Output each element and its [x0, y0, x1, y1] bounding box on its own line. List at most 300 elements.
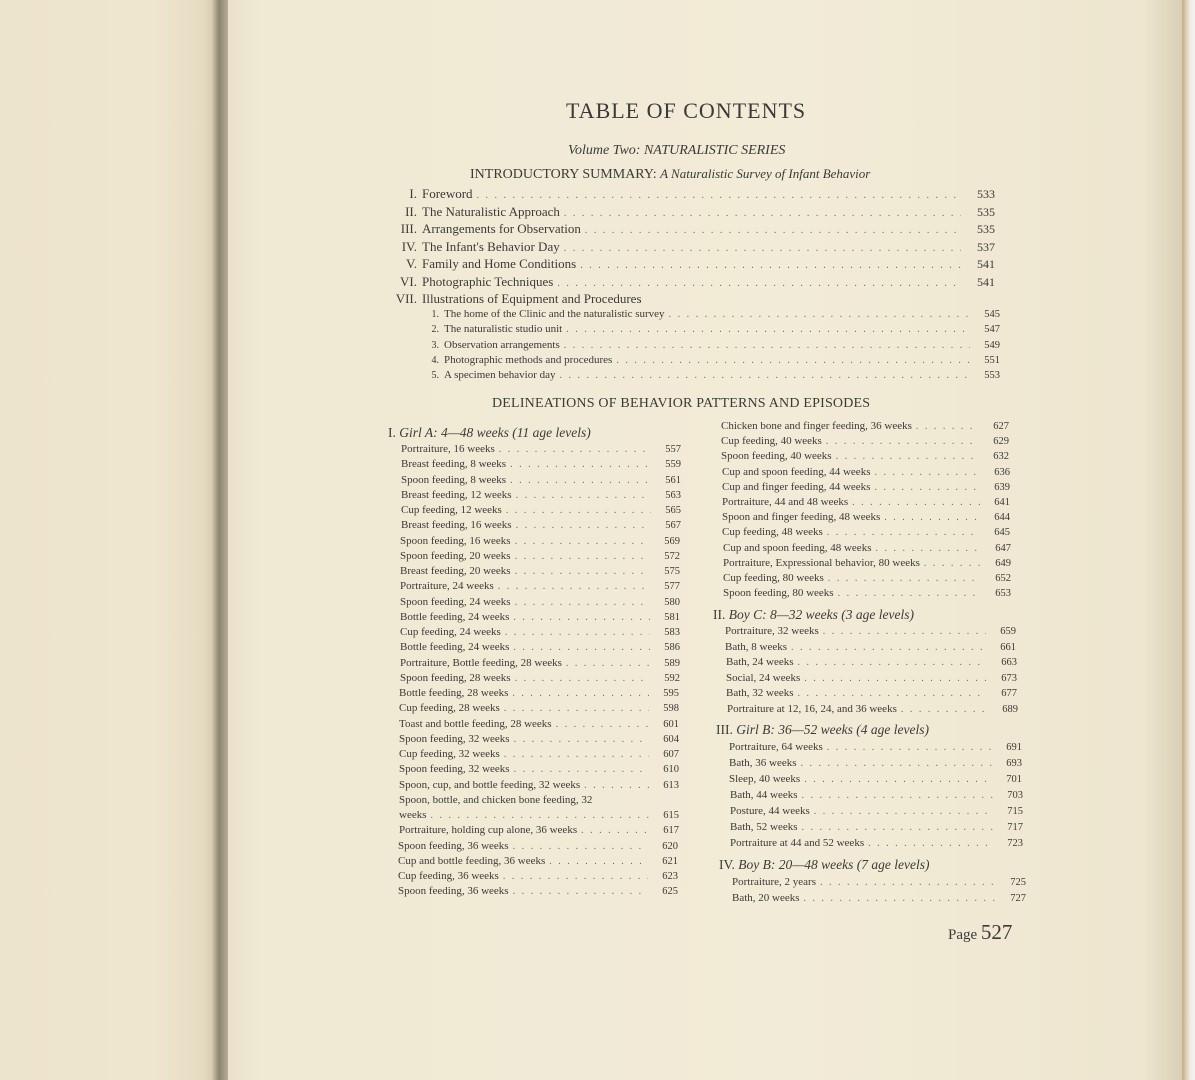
entry-number: I. — [409, 186, 417, 201]
entry-title: Portraiture, 44 and 48 weeks — [722, 496, 849, 508]
entry-page: 589 — [664, 658, 680, 669]
section-title: Girl A: 4—48 weeks — [399, 425, 509, 440]
entry-title: Spoon feeding, 32 weeks — [399, 763, 510, 775]
section-levels: (11 age levels) — [512, 425, 591, 440]
entry-page: 677 — [1001, 688, 1017, 699]
leader-dots — [515, 673, 650, 684]
entry-title: The home of the Clinic and the naturalistic survey — [444, 308, 665, 320]
entry-page: 715 — [1007, 806, 1023, 817]
toc-entry — [399, 687, 679, 699]
toc-entry — [730, 821, 1023, 833]
entry-page: 551 — [984, 355, 1000, 366]
entry-title: Bath, 8 weeks — [725, 641, 788, 653]
entry-title: Spoon, cup, and bottle feeding, 32 weeks — [399, 779, 581, 791]
entry-title: Arrangements for Observation — [422, 221, 581, 236]
entry-title: Photographic methods and procedures — [444, 354, 613, 366]
leader-dots — [564, 243, 961, 254]
toc-entry — [399, 763, 679, 775]
toc-entry — [400, 672, 680, 684]
leader-dots — [791, 642, 986, 653]
entry-title: Cup and bottle feeding, 36 weeks — [398, 855, 546, 867]
entry-title: Spoon feeding, 40 weeks — [721, 450, 832, 462]
entry-title: Bath, 52 weeks — [730, 821, 798, 833]
entry-number: 3. — [431, 340, 439, 351]
entry-title: Spoon feeding, 32 weeks — [399, 733, 510, 745]
entry-page: 607 — [663, 749, 679, 760]
toc-entry — [723, 557, 1011, 569]
entry-page: 615 — [663, 810, 679, 821]
book-gutter — [212, 0, 228, 1080]
toc-entry — [400, 611, 680, 623]
intro-heading — [470, 166, 870, 183]
section-heading-girl-a — [388, 425, 591, 441]
entry-page: 623 — [662, 871, 678, 882]
entry-title: Spoon feeding, 24 weeks — [400, 596, 511, 608]
entry-page: 581 — [664, 612, 680, 623]
toc-entry — [722, 481, 1010, 493]
entry-title: Portraiture, 2 years — [732, 876, 816, 888]
leader-dots — [798, 688, 987, 699]
entry-title: A specimen behavior day — [444, 369, 556, 381]
entry-page: 559 — [665, 459, 681, 470]
entry-page: 673 — [1001, 673, 1017, 684]
leader-dots — [828, 573, 981, 584]
entry-page: 583 — [664, 627, 680, 638]
entry-title: Spoon feeding, 36 weeks — [398, 885, 509, 897]
leader-dots — [884, 512, 980, 523]
entry-title: Cup feeding, 12 weeks — [401, 504, 502, 516]
leader-dots — [798, 657, 987, 668]
toc-entry — [395, 239, 995, 255]
entry-page: 645 — [994, 527, 1010, 538]
leader-dots — [557, 278, 961, 289]
toc-entry — [400, 580, 680, 592]
section-levels: (7 age levels) — [856, 857, 930, 872]
toc-entry — [722, 466, 1010, 478]
leader-dots — [875, 543, 981, 554]
leader-dots — [669, 309, 970, 320]
toc-entry — [400, 550, 680, 562]
entry-page: 561 — [665, 475, 681, 486]
entry-title: Portraiture at 44 and 52 weeks — [730, 837, 865, 849]
entry-page: 627 — [993, 421, 1009, 432]
toc-entry — [399, 794, 679, 806]
toc-entry — [399, 779, 679, 791]
leader-dots — [516, 520, 651, 531]
toc-entry — [399, 809, 679, 821]
volume-heading: Volume Two: NATURALISTIC SERIES — [568, 143, 786, 158]
leader-dots — [504, 749, 649, 760]
entry-title: weeks — [399, 809, 427, 821]
page-footer — [948, 920, 1012, 945]
entry-title: Spoon and finger feeding, 48 weeks — [722, 511, 881, 523]
entry-title: Observation arrangements — [444, 339, 560, 351]
entry-number: 1. — [431, 309, 439, 320]
intro-subtitle: A Naturalistic Survey of Infant Behavior — [660, 166, 871, 181]
entry-number: V. — [406, 256, 417, 271]
leader-dots — [513, 642, 650, 653]
entry-title: The Naturalistic Approach — [422, 204, 560, 219]
leader-dots — [827, 742, 992, 753]
toc-entry — [400, 641, 680, 653]
entry-title: Cup feeding, 24 weeks — [400, 626, 501, 638]
toc-entry — [722, 526, 1010, 538]
entry-number: 4. — [431, 355, 439, 366]
entry-page: 717 — [1007, 822, 1023, 833]
page-number: 527 — [980, 920, 1013, 944]
entry-title: Cup feeding, 32 weeks — [399, 748, 500, 760]
leader-dots — [504, 703, 649, 714]
leader-dots — [901, 704, 988, 715]
entry-title: Bath, 20 weeks — [732, 892, 800, 904]
entry-page: 727 — [1010, 893, 1026, 904]
leader-dots — [549, 856, 648, 867]
entry-title: Spoon feeding, 80 weeks — [723, 587, 834, 599]
toc-entry — [399, 702, 679, 714]
leader-dots — [513, 886, 648, 897]
entry-page: 549 — [984, 340, 1000, 351]
entry-number: 5. — [431, 370, 439, 381]
entry-page: 639 — [994, 482, 1010, 493]
toc-entry — [729, 741, 1022, 753]
entry-number: VII. — [395, 291, 417, 306]
right-page — [222, 0, 1188, 1080]
entry-page: 629 — [993, 436, 1009, 447]
entry-number: IV. — [401, 239, 417, 254]
section-heading-boy-b — [719, 857, 929, 873]
leader-dots — [585, 225, 961, 236]
entry-title: Breast feeding, 12 weeks — [401, 489, 512, 501]
toc-entry — [725, 641, 1016, 653]
entry-page: 693 — [1006, 758, 1022, 769]
toc-entry — [398, 840, 678, 852]
entry-number: II. — [405, 204, 417, 219]
entry-title: Bath, 44 weeks — [730, 789, 798, 801]
entry-page: 636 — [994, 467, 1010, 478]
toc-entry — [401, 519, 681, 531]
entry-title: Cup and spoon feeding, 44 weeks — [722, 466, 871, 478]
entry-title: Social, 24 weeks — [726, 672, 801, 684]
entry-title: Cup and finger feeding, 44 weeks — [722, 481, 871, 493]
leader-dots — [823, 626, 986, 637]
entry-page: 595 — [663, 688, 679, 699]
entry-title: Spoon feeding, 8 weeks — [401, 474, 507, 486]
entry-title: Bottle feeding, 28 weeks — [399, 687, 509, 699]
toc-entry — [401, 489, 681, 501]
entry-title: The Infant's Behavior Day — [422, 239, 560, 254]
toc-entry — [721, 450, 1009, 462]
toc-entry — [398, 855, 678, 867]
toc-entry — [395, 274, 995, 290]
toc-entry — [730, 837, 1023, 849]
toc-entry — [401, 443, 681, 455]
leader-dots — [801, 758, 992, 769]
entry-title: Bath, 36 weeks — [729, 757, 797, 769]
entry-title: Bath, 24 weeks — [726, 656, 794, 668]
entry-title: Spoon feeding, 20 weeks — [400, 550, 511, 562]
entry-title: Spoon feeding, 36 weeks — [398, 840, 509, 852]
entry-title: Cup feeding, 40 weeks — [721, 435, 822, 447]
entry-title: Breast feeding, 8 weeks — [401, 458, 507, 470]
leader-dots — [499, 444, 651, 455]
entry-page: 659 — [1000, 626, 1016, 637]
entry-page: 661 — [1000, 642, 1016, 653]
entry-page: 537 — [977, 240, 995, 254]
entry-page: 586 — [664, 642, 680, 653]
entry-number: III. — [400, 221, 417, 236]
leader-dots — [584, 780, 649, 791]
entry-title: Foreword — [422, 186, 473, 201]
entry-title: Portraiture, Expressional behavior, 80 weeks — [723, 557, 920, 569]
entry-page: 580 — [664, 597, 680, 608]
delineations-heading: DELINEATIONS OF BEHAVIOR PATTERNS AND EPISODES — [492, 396, 871, 411]
leader-dots — [868, 838, 993, 849]
entry-page: 632 — [993, 451, 1009, 462]
entry-page: 689 — [1002, 704, 1018, 715]
entry-page: 617 — [663, 825, 679, 836]
leader-dots — [802, 790, 993, 801]
leader-dots — [580, 260, 961, 271]
toc-entry — [399, 824, 679, 836]
entry-page: 535 — [977, 222, 995, 236]
toc-entry — [727, 703, 1018, 715]
entry-page: 545 — [984, 309, 1000, 320]
entry-page: 541 — [977, 257, 995, 271]
leader-dots — [924, 558, 981, 569]
entry-title: The naturalistic studio unit — [444, 323, 563, 335]
page-title: TABLE OF CONTENTS — [566, 98, 807, 123]
entry-title: Bath, 32 weeks — [726, 687, 794, 699]
entry-page: 701 — [1006, 774, 1022, 785]
leader-dots — [916, 421, 979, 432]
leader-dots — [515, 551, 650, 562]
entry-page: 598 — [663, 703, 679, 714]
page-label: Page — [948, 927, 978, 943]
entry-title: Spoon, bottle, and chicken bone feeding, 32 — [399, 794, 593, 806]
entry-page: 663 — [1001, 657, 1017, 668]
entry-title: Breast feeding, 20 weeks — [400, 565, 511, 577]
entry-page: 653 — [995, 588, 1011, 599]
leader-dots — [566, 324, 970, 335]
entry-page: 703 — [1007, 790, 1023, 801]
section-levels: (4 age levels) — [856, 722, 929, 737]
leader-dots — [431, 810, 650, 821]
entry-title: Spoon feeding, 28 weeks — [400, 672, 511, 684]
entry-number: 2. — [431, 324, 439, 335]
leader-dots — [513, 841, 648, 852]
entry-page: 575 — [664, 566, 680, 577]
leader-dots — [505, 627, 650, 638]
entry-page: 533 — [977, 187, 995, 201]
entry-title: Family and Home Conditions — [422, 256, 577, 271]
entry-page: 547 — [984, 324, 1000, 335]
leader-dots — [564, 340, 970, 351]
entry-title: Portraiture, holding cup alone, 36 weeks — [399, 824, 578, 836]
leader-dots — [804, 774, 992, 785]
leader-dots — [503, 871, 648, 882]
entry-page: 577 — [664, 581, 680, 592]
toc-entry — [395, 291, 995, 307]
entry-page: 553 — [984, 370, 1000, 381]
entry-title: Bottle feeding, 24 weeks — [400, 611, 510, 623]
toc-entry — [726, 672, 1017, 684]
entry-title: Posture, 44 weeks — [730, 805, 810, 817]
section-title: Girl B: 36—52 weeks — [736, 722, 853, 737]
leader-dots — [826, 436, 979, 447]
leader-dots — [510, 459, 651, 470]
toc-entry — [395, 256, 995, 272]
leader-dots — [814, 806, 993, 817]
toc-entry — [726, 656, 1017, 668]
section-title: Boy C: 8—32 weeks — [728, 607, 838, 622]
toc-entry — [401, 474, 681, 486]
entry-page: 565 — [665, 505, 681, 516]
toc-entry — [722, 496, 1010, 508]
entry-page: 541 — [977, 275, 995, 289]
entry-page: 644 — [994, 512, 1010, 523]
leader-dots — [874, 482, 980, 493]
toc-entry — [723, 542, 1011, 554]
leader-dots — [564, 208, 961, 219]
leader-dots — [581, 825, 649, 836]
intro-label: INTRODUCTORY SUMMARY: — [470, 167, 657, 182]
leader-dots — [874, 467, 980, 478]
entry-page: 723 — [1007, 838, 1023, 849]
section-levels: (3 age levels) — [841, 607, 914, 622]
toc-entry — [395, 186, 995, 202]
entry-title: Breast feeding, 16 weeks — [401, 519, 512, 531]
leader-dots — [515, 566, 650, 577]
section-num: IV. — [719, 857, 735, 872]
toc-entry — [721, 435, 1009, 447]
entry-page: 641 — [994, 497, 1010, 508]
toc-entry — [730, 805, 1023, 817]
leader-dots — [515, 597, 650, 608]
toc-entry — [400, 657, 680, 669]
entry-title: Bottle feeding, 24 weeks — [400, 641, 510, 653]
toc-sub-entry — [425, 339, 1000, 351]
leader-dots — [514, 734, 649, 745]
leader-dots — [820, 877, 996, 888]
entry-page: 621 — [662, 856, 678, 867]
toc-sub-entry — [425, 308, 1000, 320]
leader-dots — [514, 764, 649, 775]
leader-dots — [560, 370, 971, 381]
toc-entry — [723, 587, 1011, 599]
section-num: I. — [388, 425, 396, 440]
toc-entry — [732, 892, 1026, 904]
toc-entry — [730, 789, 1023, 801]
section-num: II. — [713, 607, 726, 622]
leader-dots — [838, 588, 981, 599]
toc-sub-entry — [425, 323, 1000, 335]
section-heading-boy-c — [713, 607, 914, 623]
toc-entry — [725, 625, 1016, 637]
toc-entry — [400, 596, 680, 608]
toc-entry — [729, 773, 1022, 785]
entry-title: Illustrations of Equipment and Procedures — [422, 291, 642, 306]
left-page — [0, 0, 220, 1080]
entry-page: 620 — [662, 841, 678, 852]
entry-page: 691 — [1006, 742, 1022, 753]
toc-entry — [395, 221, 995, 237]
toc-entry — [400, 626, 680, 638]
entry-title: Portraiture, 24 weeks — [400, 580, 494, 592]
toc-entry — [398, 885, 678, 897]
entry-title: Cup feeding, 80 weeks — [723, 572, 824, 584]
toc-entry — [729, 757, 1022, 769]
entry-title: Photographic Techniques — [422, 274, 554, 289]
toc-entry — [400, 565, 680, 577]
leader-dots — [566, 658, 650, 669]
entry-title: Cup feeding, 28 weeks — [399, 702, 500, 714]
leader-dots — [852, 497, 980, 508]
entry-page: 601 — [663, 719, 679, 730]
toc-entry — [726, 687, 1017, 699]
toc-entry — [722, 511, 1010, 523]
leader-dots — [510, 475, 651, 486]
leader-dots — [836, 451, 979, 462]
leader-dots — [616, 355, 970, 366]
entry-page: 572 — [664, 551, 680, 562]
entry-page: 592 — [664, 673, 680, 684]
entry-title: Portraiture, 16 weeks — [401, 443, 495, 455]
toc-entry — [400, 535, 680, 547]
toc-entry — [399, 748, 679, 760]
entry-title: Cup and spoon feeding, 48 weeks — [723, 542, 872, 554]
entry-page: 610 — [663, 764, 679, 775]
leader-dots — [506, 505, 651, 516]
entry-title: Sleep, 40 weeks — [729, 773, 801, 785]
entry-title: Portraiture, Bottle feeding, 28 weeks — [400, 657, 562, 669]
entry-page: 557 — [665, 444, 681, 455]
entry-number: VI. — [400, 274, 417, 289]
entry-page: 647 — [995, 543, 1011, 554]
toc-sub-entry — [425, 354, 1000, 366]
toc-entry — [732, 876, 1026, 888]
entry-page: 569 — [664, 536, 680, 547]
page-edge — [1182, 0, 1195, 1080]
entry-page: 652 — [995, 573, 1011, 584]
leader-dots — [804, 893, 996, 904]
entry-title: Toast and bottle feeding, 28 weeks — [399, 718, 552, 730]
toc-entry — [398, 870, 678, 882]
entry-page: 613 — [663, 780, 679, 791]
entry-page: 563 — [665, 490, 681, 501]
leader-dots — [513, 612, 650, 623]
entry-title: Portraiture at 12, 16, 24, and 36 weeks — [727, 703, 897, 715]
toc-entry — [399, 733, 679, 745]
section-num: III. — [716, 722, 733, 737]
leader-dots — [802, 822, 993, 833]
entry-title: Portraiture, 32 weeks — [725, 625, 819, 637]
toc-entry — [721, 420, 1009, 432]
leader-dots — [498, 581, 650, 592]
entry-page: 725 — [1010, 877, 1026, 888]
toc-sub-entry — [425, 369, 1000, 381]
entry-page: 649 — [995, 558, 1011, 569]
toc-entry — [723, 572, 1011, 584]
toc-entry — [401, 504, 681, 516]
entry-title: Cup feeding, 48 weeks — [722, 526, 823, 538]
entry-page: 604 — [663, 734, 679, 745]
leader-dots — [804, 673, 987, 684]
entry-title: Cup feeding, 36 weeks — [398, 870, 499, 882]
leader-dots — [512, 688, 649, 699]
leader-dots — [827, 527, 980, 538]
leader-dots — [515, 536, 650, 547]
entry-page: 535 — [977, 205, 995, 219]
